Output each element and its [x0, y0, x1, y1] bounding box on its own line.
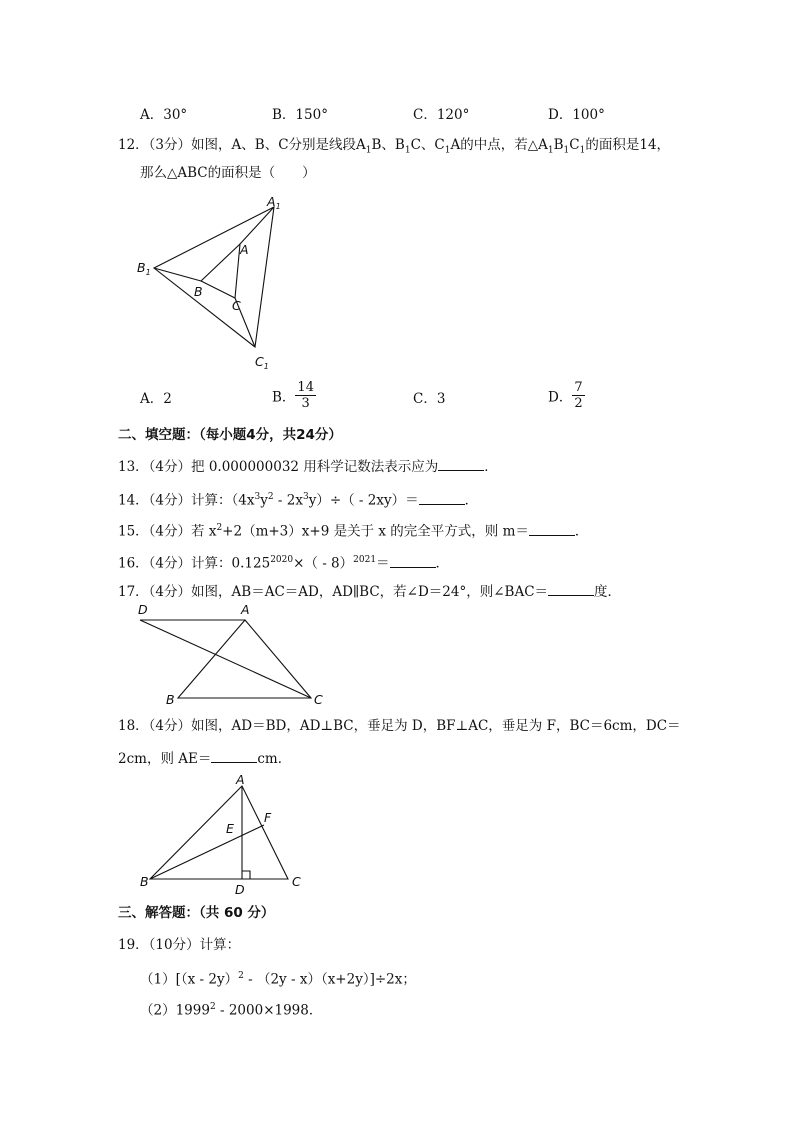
- fraction-numerator: 14: [297, 380, 314, 395]
- q14-number: 14．（4分）: [118, 492, 192, 509]
- q17-number: 17．（4分）: [118, 584, 192, 600]
- q12-sub: 1: [444, 145, 451, 156]
- q17-figure: [130, 600, 340, 710]
- q16-sup: 2021: [353, 555, 377, 565]
- q19: [118, 935, 240, 955]
- q15: [118, 518, 588, 542]
- q19-text: （2）1999: [140, 1002, 210, 1019]
- q12-text: 如图，A、B、C分别是线段A: [191, 137, 366, 153]
- q17-label-a: A: [241, 602, 250, 617]
- q16-sup: 2020: [270, 555, 294, 565]
- q16-number: 16．（4分）: [118, 555, 192, 572]
- q16-text: ×（ - 8）: [293, 555, 354, 572]
- q18-triangle-abc: [150, 786, 288, 879]
- q12-line-a1-a: [240, 207, 274, 244]
- q12-text: C、C: [410, 137, 445, 153]
- q12-number: 12．（3分）: [118, 137, 192, 153]
- q13-end: ．: [484, 459, 498, 475]
- q12-label-c1: $C_1$: [255, 354, 269, 371]
- q17-end: 度．: [594, 584, 622, 600]
- fraction-numerator: 7: [574, 380, 583, 395]
- q18-label-f: F: [264, 810, 272, 825]
- answer-blank: [438, 456, 484, 471]
- q17-triangle-abc: [178, 620, 311, 698]
- q12-sub: 1: [547, 145, 554, 156]
- q12-label-a1: $A_1$: [267, 194, 281, 211]
- q18-text: 2cm，则 AE＝: [118, 751, 212, 767]
- answer-blank: [548, 581, 594, 596]
- q17-label-b: B: [166, 692, 175, 707]
- q18-figure: [130, 772, 320, 897]
- q18-number: 18．（4分）: [118, 718, 192, 734]
- q18-label-d: D: [235, 882, 245, 897]
- q12-sub: 1: [563, 145, 570, 156]
- q12-option-d: [548, 380, 585, 411]
- q15-text: 若 x: [191, 523, 217, 540]
- q12-text: B: [553, 137, 564, 153]
- q14-text: - 2x: [273, 492, 303, 509]
- q19-text: （1）[（x - 2y）: [140, 971, 239, 988]
- section-3-title: 三、解答题：（共 60 分）: [118, 905, 275, 921]
- q15-number: 15．（4分）: [118, 523, 192, 540]
- q12-label-c: C: [232, 298, 241, 313]
- q14: [118, 487, 478, 511]
- q18-label-e: E: [226, 821, 234, 836]
- q18-text: 如图，AD＝BD，AD⊥BC，垂足为 D，BF⊥AC，垂足为 F，BC＝6cm，DC＝: [191, 718, 681, 734]
- q14-text: y）÷（ - 2xy）＝: [308, 492, 419, 509]
- q14-sup: 3: [254, 492, 261, 502]
- q18-label-a: A: [236, 772, 245, 787]
- q18-end: cm．: [257, 751, 292, 767]
- q12-option-b: [272, 380, 316, 411]
- q17-label-c: C: [314, 692, 323, 707]
- q13: [118, 456, 498, 477]
- q18-right-angle-mark: [242, 871, 250, 879]
- q13-text: 把 0.000000032 用科学记数法表示应为: [191, 459, 439, 475]
- q14-text: 计算：（4x: [191, 492, 255, 509]
- q11-option-b: B．150°: [272, 107, 328, 123]
- option-prefix: B．: [272, 389, 296, 406]
- section-2-title: 二、填空题：（每小题4分，共24分）: [118, 427, 342, 443]
- q12-text: C: [569, 137, 580, 153]
- q12-sub: 1: [365, 145, 372, 156]
- q19-number: 19．（10分）: [118, 937, 200, 953]
- q12-text: B、B: [371, 137, 405, 153]
- q12-figure: [130, 192, 300, 372]
- q16-text: ＝: [376, 555, 390, 572]
- q12-sub: 1: [579, 145, 586, 156]
- q17-text: 如图，AB＝AC＝AD，AD∥BC，若∠D＝24°，则∠BAC＝: [191, 584, 549, 600]
- q17: [118, 581, 621, 602]
- q12-sub: 1: [404, 145, 411, 156]
- q19-sup: 2: [209, 1002, 216, 1012]
- q19-sup: 2: [238, 971, 244, 981]
- fraction-7-2: [572, 380, 584, 411]
- q12-option-c: C．3: [413, 391, 446, 407]
- q12-label-b1: $B_1$: [137, 260, 151, 277]
- q11-option-a: A．30°: [140, 107, 188, 123]
- q12-outer-triangle: [154, 207, 274, 347]
- fraction-14-3: [295, 380, 316, 411]
- q17-line-dc: [140, 620, 311, 698]
- q16: [118, 550, 449, 574]
- q14-sup: 3: [302, 492, 309, 502]
- q12-line-b1-b: [154, 268, 201, 281]
- q19-text: - （2y - x）（x+2y）]÷2x；: [243, 971, 416, 988]
- q14-end: ．: [464, 492, 479, 509]
- q15-sup: 2: [216, 523, 223, 533]
- q12-inner-triangle: [201, 244, 240, 298]
- q12-stem-line2: 那么△ABC的面积是（ ）: [140, 165, 316, 181]
- q18-label-b: B: [140, 874, 149, 889]
- q19-text: - 2000×1998．: [215, 1002, 323, 1019]
- q11-option-d: D．100°: [548, 107, 605, 123]
- q12-option-a: A．2: [140, 391, 172, 407]
- q14-text: y: [260, 492, 268, 509]
- q19-text: 计算：: [199, 937, 241, 953]
- q12-text: A的中点，若△A: [450, 137, 548, 153]
- q12-label-a: A: [240, 242, 249, 257]
- fraction-denominator: 3: [301, 396, 310, 411]
- q16-end: ．: [435, 555, 450, 572]
- q11-option-c: C．120°: [413, 107, 470, 123]
- q19-part1: [140, 966, 416, 990]
- q15-end: ．: [574, 523, 589, 540]
- answer-blank: [529, 521, 575, 536]
- q15-text: +2（m+3）x+9 是关于 x 的完全平方式，则 m＝: [222, 523, 529, 540]
- answer-blank: [390, 553, 436, 568]
- q18-line2: [118, 748, 291, 769]
- q12-text: 的面积是14，: [585, 137, 671, 153]
- answer-blank: [419, 490, 465, 505]
- q17-label-d: D: [138, 602, 148, 617]
- q19-part2: [140, 997, 322, 1021]
- q18-label-c: C: [292, 874, 301, 889]
- q16-text: 计算：0.125: [191, 555, 271, 572]
- answer-blank: [211, 748, 257, 763]
- option-prefix: D．: [548, 389, 573, 406]
- q14-sup: 2: [267, 492, 274, 502]
- q13-number: 13．（4分）: [118, 459, 192, 475]
- fraction-denominator: 2: [574, 396, 583, 411]
- q18: [118, 716, 681, 736]
- q12-label-b: B: [194, 284, 203, 299]
- q12-stem: [118, 135, 670, 161]
